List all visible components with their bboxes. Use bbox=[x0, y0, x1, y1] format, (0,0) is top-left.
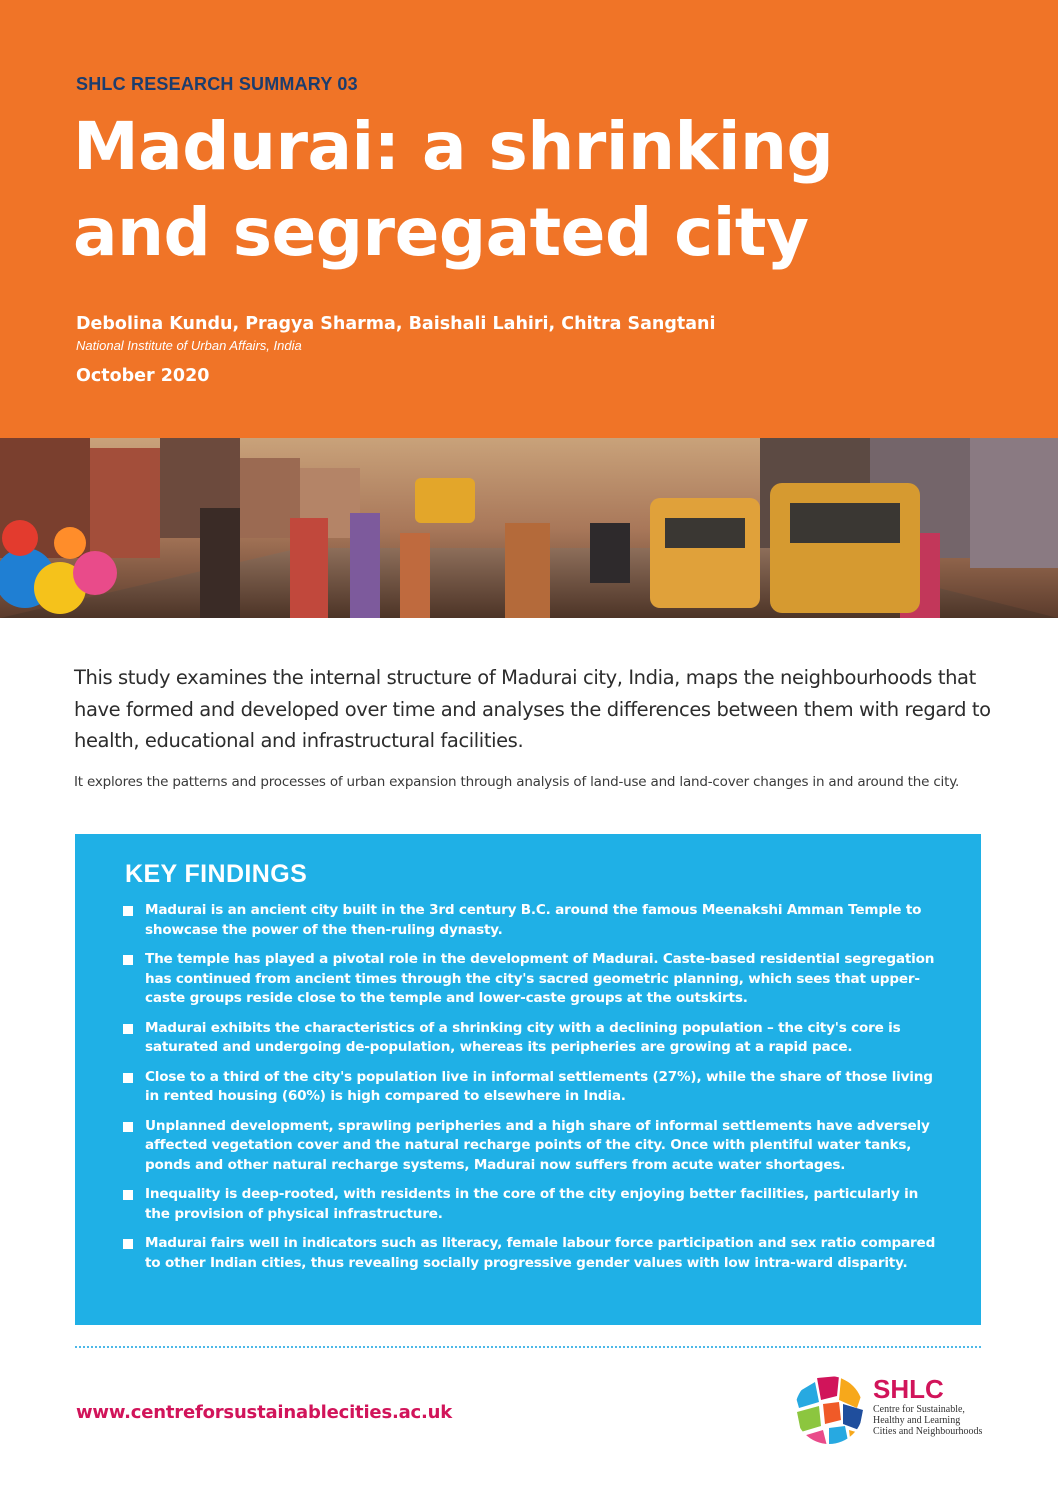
finding-item bbox=[121, 1019, 941, 1058]
intro-secondary: It explores the patterns and processes of urban expansion through analysis of land-use and land-cover changes in and around the city. bbox=[74, 774, 960, 790]
logo-name: SHLC bbox=[873, 1374, 944, 1404]
finding-text: Madurai fairs well in indicators such as literacy, female labour force participation and sex ratio compared to other Indian cities, thus revealing socially progressive gender values with low intra-ward disparity. bbox=[145, 1235, 936, 1271]
finding-text: Madurai is an ancient city built in the 3rd century B.C. around the famous Meenakshi Amman Temple to showcase the power of the then-ruling dynasty. bbox=[145, 902, 922, 938]
square-bullet-icon bbox=[123, 1239, 133, 1249]
dotted-divider bbox=[75, 1346, 981, 1348]
website-link[interactable]: www.centreforsustainablecities.ac.uk bbox=[76, 1402, 453, 1423]
intro-lead: This study examines the internal structure of Madurai city, India, maps the neighbourhoods that have formed and developed over time and analyses the differences between them with regard to health, educational and infrastructural facilities. bbox=[74, 666, 991, 752]
finding-text: Madurai exhibits the characteristics of a shrinking city with a declining population – the city's core is saturated and undergoing de-population, whereas its peripheries are growing at a rapid pace. bbox=[145, 1019, 901, 1055]
finding-item bbox=[121, 1234, 941, 1273]
finding-text: Unplanned development, sprawling peripheries and a high share of informal settlements have adversely affected vegetation cover and the natural recharge points of the city. Once with plentiful water tanks, ponds and other natural recharge systems, Madurai now suffers from acute water shortages. bbox=[145, 1117, 930, 1173]
header-banner bbox=[0, 0, 1058, 438]
publication-date: October 2020 bbox=[76, 366, 210, 386]
square-bullet-icon bbox=[123, 1122, 133, 1132]
finding-item bbox=[121, 1117, 941, 1176]
shlc-globe-logo-icon bbox=[793, 1374, 865, 1446]
affiliation: National Institute of Urban Affairs, India bbox=[76, 338, 302, 353]
square-bullet-icon bbox=[123, 1190, 133, 1200]
authors: Debolina Kundu, Pragya Sharma, Baishali Lahiri, Chitra Sangtani bbox=[76, 314, 716, 334]
finding-item bbox=[121, 1185, 941, 1224]
logo-tagline: Centre for Sustainable, Healthy and Learning Cities and Neighbourhoods bbox=[873, 1404, 983, 1437]
square-bullet-icon bbox=[123, 906, 133, 916]
square-bullet-icon bbox=[123, 1024, 133, 1034]
finding-text: Close to a third of the city's population live in informal settlements (27%), while the share of those living in rented housing (60%) is high compared to elsewhere in India. bbox=[145, 1068, 933, 1104]
square-bullet-icon bbox=[123, 1073, 133, 1083]
key-findings-box bbox=[75, 834, 981, 1325]
series-label: SHLC RESEARCH SUMMARY 03 bbox=[76, 74, 358, 94]
document-title bbox=[73, 104, 993, 276]
finding-item bbox=[121, 950, 941, 1009]
key-findings-title: KEY FINDINGS bbox=[125, 860, 308, 888]
finding-text: The temple has played a pivotal role in the development of Madurai. Caste-based residential segregation has continued from ancient times through the city's sacred geometric planning, which sees that upper-caste groups reside close to the temple and lower-caste groups at the outskirts. bbox=[145, 951, 935, 1006]
key-findings-list bbox=[121, 901, 941, 1283]
title-line-2: and segregated city bbox=[73, 194, 809, 271]
finding-item bbox=[121, 901, 941, 940]
finding-text: Inequality is deep-rooted, with residents in the core of the city enjoying better facilities, particularly in the provision of physical infrastructure. bbox=[145, 1186, 919, 1222]
title-line-1: Madurai: a shrinking bbox=[73, 108, 834, 185]
square-bullet-icon bbox=[123, 955, 133, 965]
finding-item bbox=[121, 1068, 941, 1107]
street-photo bbox=[0, 438, 1058, 618]
